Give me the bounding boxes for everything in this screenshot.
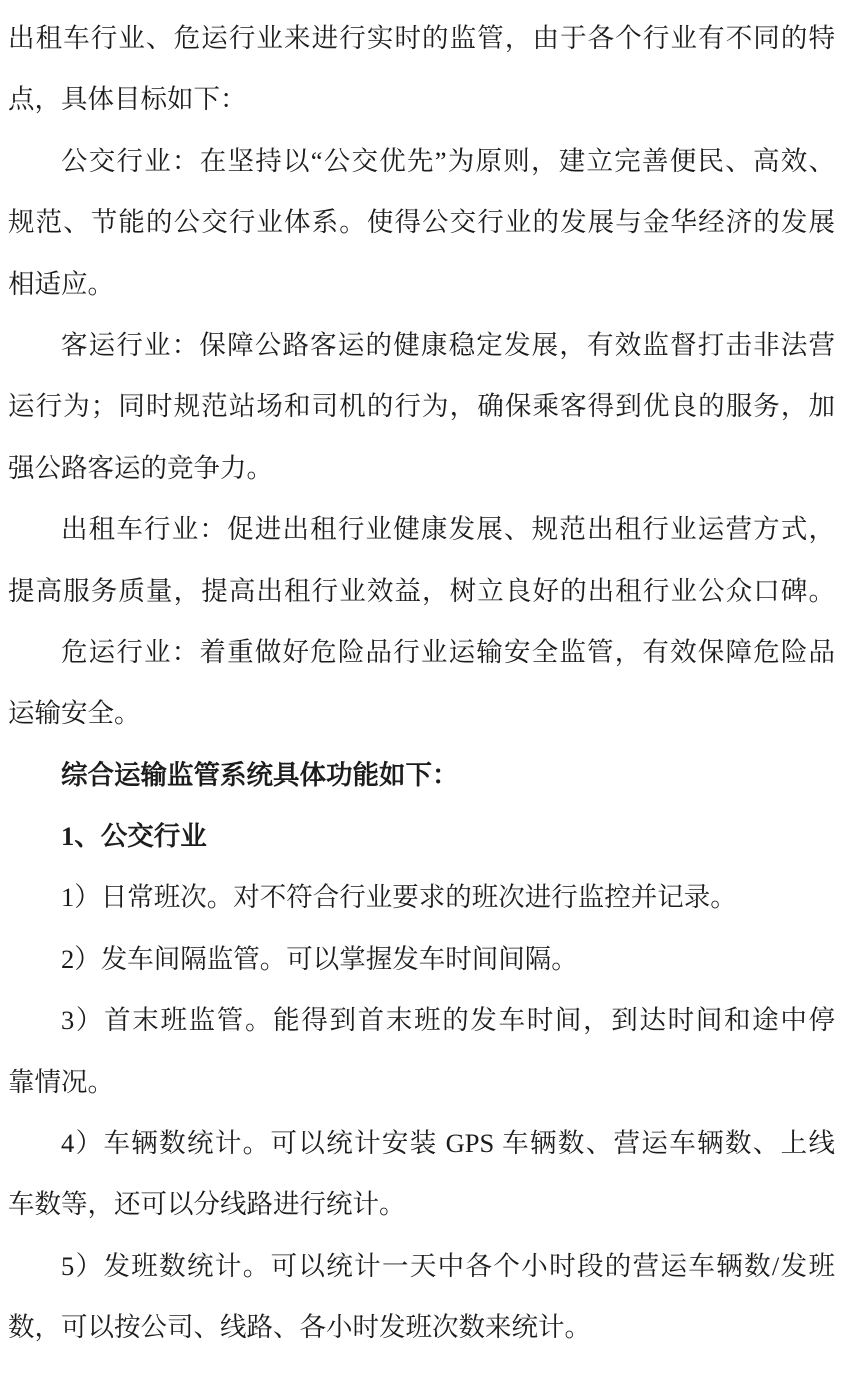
text-line: 运行为；同时规范站场和司机的行为，确保乘客得到优良的服务，加 — [8, 391, 835, 422]
text-line: 2）发车间隔监管。可以掌握发车时间间隔。 — [61, 943, 578, 974]
paragraph — [8, 1236, 835, 1359]
text-line: 综合运输监管系统具体功能如下： — [61, 759, 459, 790]
text-line: 强公路客运的竞争力。 — [8, 452, 273, 483]
text-line: 靠情况。 — [8, 1066, 114, 1097]
paragraph — [8, 745, 835, 806]
text-line: 运输安全。 — [8, 698, 141, 729]
paragraph — [8, 622, 835, 745]
text-line: 点，具体目标如下： — [8, 84, 247, 115]
paragraph — [8, 1113, 835, 1236]
paragraph — [8, 131, 835, 315]
text-line: 1、公交行业 — [61, 821, 207, 852]
text-line: 公交行业：在坚持以“公交优先”为原则，建立完善便民、高效、 — [61, 145, 835, 176]
text-line: 提高服务质量，提高出租行业效益，树立良好的出租行业公众口碑。 — [8, 575, 835, 606]
text-line: 客运行业：保障公路客运的健康稳定发展，有效监督打击非法营 — [61, 329, 835, 360]
text-line: 出租车行业、危运行业来进行实时的监管，由于各个行业有不同的特 — [8, 23, 835, 53]
text-line: 出租车行业：促进出租行业健康发展、规范出租行业运营方式， — [61, 514, 835, 545]
text-line: 规范、节能的公交行业体系。使得公交行业的发展与金华经济的发展 — [8, 207, 835, 238]
text-line: 1）日常班次。对不符合行业要求的班次进行监控并记录。 — [61, 882, 737, 913]
paragraph — [8, 867, 835, 928]
paragraph — [8, 990, 835, 1113]
paragraph — [8, 499, 835, 622]
paragraph — [8, 8, 835, 131]
text-line: 4）车辆数统计。可以统计安装 GPS 车辆数、营运车辆数、上线 — [61, 1128, 835, 1159]
text-line: 5）发班数统计。可以统计一天中各个小时段的营运车辆数/发班 — [61, 1250, 835, 1281]
paragraph — [8, 315, 835, 499]
text-line: 危运行业：着重做好危险品行业运输安全监管，有效保障危险品 — [61, 636, 835, 667]
text-line: 数，可以按公司、线路、各小时发班次数来统计。 — [8, 1312, 591, 1343]
paragraph — [8, 806, 835, 867]
text-line: 相适应。 — [8, 268, 114, 299]
text-line: 车数等，还可以分线路进行统计。 — [8, 1189, 406, 1220]
text-line: 3）首末班监管。能得到首末班的发车时间，到达时间和途中停 — [61, 1005, 835, 1036]
paragraph — [8, 929, 835, 990]
